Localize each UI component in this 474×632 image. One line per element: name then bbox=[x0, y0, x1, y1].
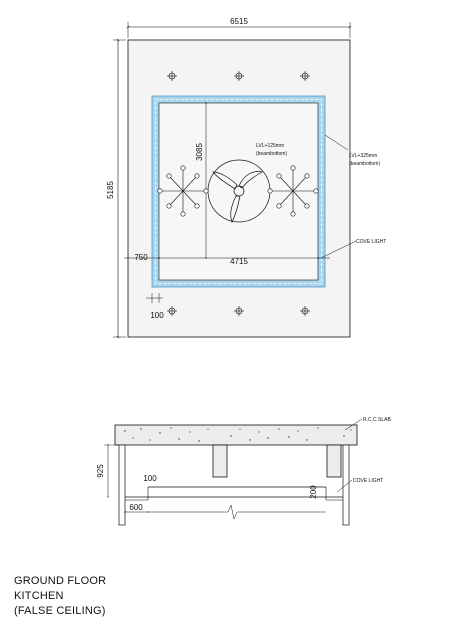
level-inner-line2: (beambottom) bbox=[256, 151, 288, 157]
slab-label: R.C.C SLAB bbox=[363, 417, 391, 423]
drawing-title-block bbox=[14, 574, 214, 619]
dim-section-height-label: 925 bbox=[96, 464, 105, 478]
level-outer-line1: LVL+325mm bbox=[349, 153, 378, 159]
dim-bottom-small-label: 100 bbox=[150, 311, 164, 320]
title-line-2: KITCHEN bbox=[14, 590, 64, 602]
cove-light-label-plan: COVE LIGHT bbox=[356, 239, 387, 245]
dim-drop-left-label: 100 bbox=[143, 474, 157, 483]
level-inner-line1: LVL+125mm bbox=[256, 143, 285, 149]
dim-section-offset-label: 600 bbox=[129, 503, 143, 512]
title-line-1: GROUND FLOOR bbox=[14, 575, 107, 587]
dim-offset-left-label: 750 bbox=[134, 253, 148, 262]
rcc-slab bbox=[115, 425, 357, 445]
dim-left bbox=[106, 40, 126, 337]
dim-drop-right-label: 200 bbox=[309, 485, 318, 499]
ceiling-section bbox=[96, 417, 391, 525]
dim-inner-vertical-label: 3085 bbox=[195, 143, 204, 161]
dim-top bbox=[128, 17, 350, 38]
wall-left bbox=[119, 445, 125, 525]
beam-center bbox=[213, 445, 227, 477]
dim-inner-horizontal-label: 4715 bbox=[230, 257, 248, 266]
dim-left-label: 5185 bbox=[106, 181, 115, 199]
dim-section-offset bbox=[125, 503, 326, 519]
dim-section-height bbox=[96, 445, 119, 497]
beam-right bbox=[327, 445, 341, 477]
ceiling-plan bbox=[106, 17, 386, 337]
cove-light-label-section: COVE LIGHT bbox=[353, 478, 384, 484]
level-outer-line2: (beambottom) bbox=[349, 161, 381, 167]
title-line-3: (FALSE CEILING) bbox=[14, 605, 106, 617]
dim-top-label: 6515 bbox=[230, 17, 248, 26]
